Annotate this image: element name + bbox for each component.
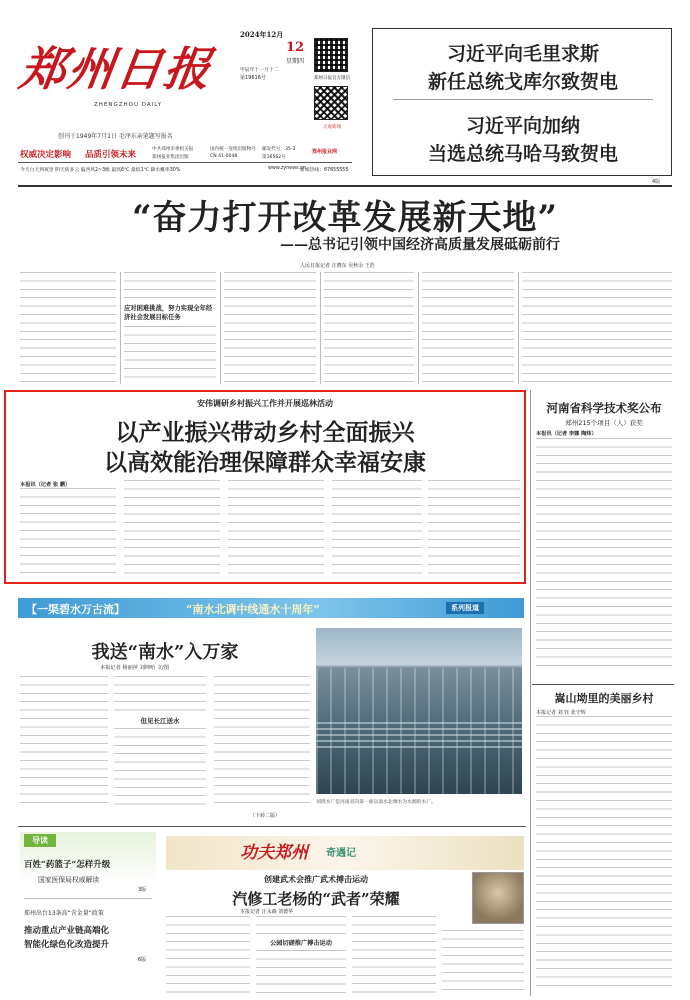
main-article-col-5 [422, 272, 514, 384]
kungfu-banner [166, 836, 524, 870]
feature-col-5 [428, 480, 520, 576]
founded-line: 创刊于1949年7月1日 毛泽东亲笔题写报名 [58, 133, 173, 140]
special-col-3 [214, 676, 310, 810]
feature-col-2 [124, 480, 220, 576]
feature-col-3 [228, 480, 324, 576]
kungfu-col-2b [256, 950, 346, 994]
qr-code[interactable] [314, 38, 348, 72]
award-title[interactable]: 河南省科学技术奖公布 [546, 401, 662, 415]
headline-ghana-line1[interactable]: 习近平向加纳 [465, 115, 580, 137]
award-subtitle: 郑州215个项目（人）获奖 [565, 419, 643, 427]
feature-title-line2[interactable]: 以高效能治理保障群众幸福安康 [104, 449, 426, 476]
lunar-date: 甲辰年十一月十二 [240, 68, 279, 73]
main-byline: 人民日报记者 汪晓东 吴秋余 王浩 [300, 263, 375, 269]
edition-count: 第16562号 [262, 155, 286, 160]
village-byline: 本报记者 刘 钰 张守辉 [536, 710, 586, 716]
main-article-col-6 [522, 272, 672, 384]
date-block [240, 30, 308, 138]
qr-code-2[interactable] [314, 86, 348, 120]
headline-mauritius-line1[interactable]: 习近平向毛里求斯 [446, 43, 599, 65]
main-subhead[interactable]: ——总书记引领中国经济高质量发展砥砺前行 [280, 237, 560, 253]
masthead [16, 38, 220, 120]
kungfu-logo: 功夫郑州 [240, 843, 308, 863]
main-article-col-1 [20, 272, 116, 384]
kungfu-photo [472, 872, 524, 924]
kungfu-title[interactable]: 汽修工老杨的“武者”荣耀 [232, 890, 400, 908]
guide-item2-page[interactable]: 6版 [138, 957, 147, 963]
feature-reporter: 本报讯（记者 张 鹏） [20, 482, 71, 488]
cn-code: CN 41-0048 [210, 154, 238, 159]
guide-box [20, 832, 156, 996]
qr-label-2: 正观新闻 [323, 125, 341, 130]
top-right-box [372, 28, 672, 176]
special-continued: （下转二版） [250, 813, 281, 819]
kungfu-col-1 [166, 916, 250, 994]
guide-label: 导读 [24, 834, 56, 847]
news-site-label: 郑州报业网 [312, 149, 338, 155]
feature-col-1 [20, 488, 116, 576]
kungfu-series: 奇遇记 [326, 848, 356, 859]
cn-number-label: 国内统一连续出版物号 [210, 147, 256, 152]
main-article-col-4 [324, 272, 414, 384]
village-title[interactable]: 嵩山坳里的美丽乡村 [554, 692, 654, 705]
special-col-2b [114, 728, 206, 810]
weather-line: 今天白天到夜里 阴天转多云 偏西风2~3级 最高6℃ 最低1℃ 降水概率30% [20, 168, 181, 173]
section-head-2: 应对困难挑战，努力实现全年经济社会发展目标任务 [124, 305, 213, 321]
main-article-col-2 [124, 272, 216, 300]
water-plant-photo [316, 628, 522, 794]
sponsor-1: 中共郑州市委机关报 [152, 147, 194, 152]
guide-item1-kicker[interactable]: 百姓“药篮子”怎样升级 [24, 860, 111, 870]
feature-title-line1[interactable]: 以产业振兴带动乡村全面振兴 [115, 419, 415, 446]
photo-caption: 刘湾水厂是河南省向第一座以南水北调水为水源的水厂。 [316, 800, 436, 805]
kungfu-col-3 [352, 916, 436, 994]
special-banner-tag: 系列报道 [446, 602, 484, 614]
hotline: 新闻热线：67655555 [300, 168, 349, 173]
kungfu-sub: 公园切磋推广搏击运动 [270, 940, 332, 947]
sponsor-2: 郑州报业集团出版 [152, 155, 189, 160]
guide-item1-title[interactable]: 国家医保局权威解读 [38, 876, 100, 884]
award-article [536, 438, 672, 672]
newspaper-logo: 郑州日报 [16, 42, 216, 96]
headline-mauritius-line2[interactable]: 新任总统戈库尔致贺电 [427, 71, 618, 93]
slogan-1: 权威决定影响 [20, 150, 72, 160]
page-ref-4[interactable]: 4版 [652, 179, 661, 185]
feature-col-4 [332, 480, 422, 576]
date-weekday: 星期四 [286, 58, 305, 65]
award-reporter: 本报讯（记者 李娜 陶炜） [536, 431, 597, 437]
special-banner-series: 【一渠碧水万古流】 [26, 603, 125, 616]
main-headline[interactable]: “奋力打开改革发展新天地” [131, 198, 559, 238]
post-code: 邮发代号：35-3 [262, 147, 296, 152]
special-col-1 [20, 676, 108, 810]
special-title[interactable]: 我送“南水”入万家 [91, 642, 239, 663]
guide-item2-title-line1[interactable]: 推动重点产业链高端化 [24, 926, 110, 936]
kungfu-col-2a [256, 916, 346, 934]
village-article [536, 716, 672, 992]
kungfu-byline: 本报记者 汪永森 刘德华 [240, 909, 294, 915]
feature-kicker[interactable]: 安伟调研乡村振兴工作并开展巡林活动 [197, 398, 333, 408]
qr-label: 郑州日报官方微信 [314, 76, 350, 81]
main-article-col-3 [224, 272, 316, 384]
issue-number: 第19616号 [240, 75, 266, 81]
date-year-month: 2024年12月 [240, 30, 284, 39]
guide-item2-kicker[interactable]: 郑州出台13条高“含金量”政策 [24, 910, 104, 917]
guide-item2-title-line2[interactable]: 智能化绿色化改造提升 [24, 940, 110, 950]
special-byline: 本报记者 杨丽萍 刘坤哈 文/图 [100, 665, 169, 671]
special-banner [18, 598, 524, 618]
kungfu-kicker[interactable]: 创建武术会推广武术搏击运动 [264, 874, 368, 884]
date-day: 12 [286, 40, 305, 55]
special-sub-1: 但见长江送水 [140, 717, 180, 725]
kungfu-col-4 [442, 930, 524, 994]
headline-ghana-line2[interactable]: 当选总统马哈马致贺电 [427, 143, 618, 165]
website[interactable]: www.zynews.cn [268, 166, 306, 171]
main-article-col-2b [124, 326, 216, 384]
special-col-2a [114, 676, 206, 712]
logo-pinyin: ZHENGZHOU DAILY [94, 102, 162, 108]
special-banner-theme: “南水北调中线通水十周年” [186, 603, 320, 616]
guide-item1-page[interactable]: 3版 [138, 887, 147, 893]
slogan-2: 品质引领未来 [85, 150, 137, 160]
